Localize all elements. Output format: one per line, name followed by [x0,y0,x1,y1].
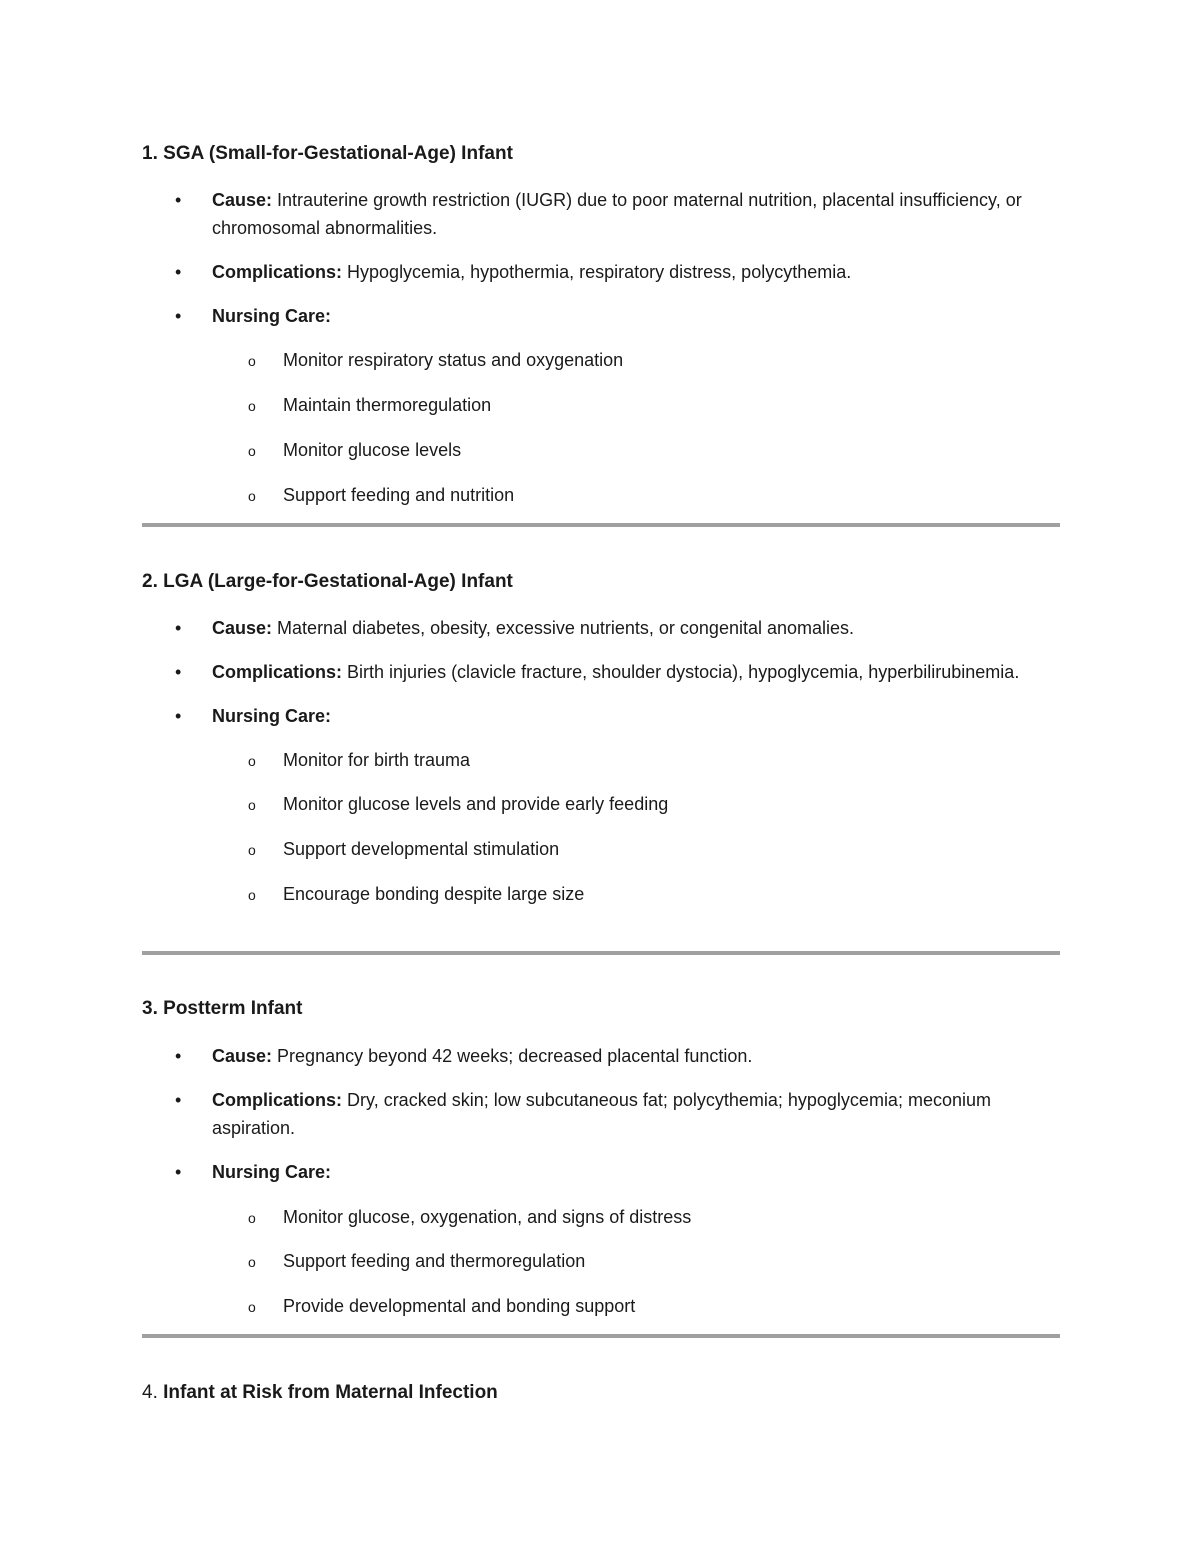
section-title: SGA (Small-for-Gestational-Age) Infant [163,143,513,164]
bullet-list [142,186,1062,330]
sub-bullet-icon: o [248,488,256,504]
complications-item [142,658,1062,686]
list-item [142,481,1062,509]
list-item-text: Support developmental stimulation [283,839,560,859]
list-item-text: Provide developmental and bonding support [283,1296,636,1316]
nursing-care-list [142,346,1062,509]
bullet-icon: • [175,706,182,726]
section-heading [142,1381,1062,1405]
list-item-text: Monitor glucose, oxygenation, and signs of distress [283,1207,692,1227]
nursing-care-label: Nursing Care: [212,706,332,726]
bullet-list [142,1042,1062,1186]
sub-bullet-icon: o [248,1210,256,1226]
cause-label: Cause: [212,190,273,210]
complications-label: Complications: [212,662,343,682]
list-item [142,1203,1062,1231]
nursing-care-list [142,746,1062,908]
list-item [142,1247,1062,1275]
cause-text: Maternal diabetes, obesity, excessive nutrients, or congenital anomalies. [277,618,855,638]
list-item [142,790,1062,818]
list-item [142,391,1062,419]
sub-bullet-icon: o [248,353,256,369]
list-item-text: Monitor glucose levels and provide early feeding [283,794,669,814]
horizontal-divider [142,951,1060,955]
nursing-care-item [142,1158,1062,1186]
section-number: 3. [142,998,158,1019]
sub-bullet-icon: o [248,797,256,813]
section-heading [142,997,1062,1021]
list-item [142,880,1062,908]
sub-bullet-icon: o [248,1254,256,1270]
nursing-care-list [142,1203,1062,1320]
list-item [142,346,1062,374]
complications-text: Birth injuries (clavicle fracture, shoulder dystocia), hypoglycemia, hyperbilirubinemia. [347,662,1020,682]
cause-label: Cause: [212,1046,273,1066]
cause-label: Cause: [212,618,273,638]
list-item [142,436,1062,464]
complications-label: Complications: [212,262,343,282]
cause-item [142,186,1062,242]
bullet-icon: • [175,1090,182,1110]
cause-item [142,614,1062,642]
section-lga [142,570,1062,908]
sub-bullet-icon: o [248,887,256,903]
horizontal-divider [142,1334,1060,1338]
list-item [142,835,1062,863]
list-item-text: Encourage bonding despite large size [283,884,585,904]
section-number: 2. [142,571,158,592]
bullet-icon: • [175,1162,182,1182]
list-item-text: Monitor glucose levels [283,440,462,460]
sub-bullet-icon: o [248,1299,256,1315]
list-item-text: Maintain thermoregulation [283,395,492,415]
cause-item [142,1042,1062,1070]
bullet-icon: • [175,262,182,282]
cause-text: Intrauterine growth restriction (IUGR) due to poor maternal nutrition, placental insufficiency, or chromosomal abnormalities. [212,190,1022,238]
section-maternal-infection [142,1381,1062,1405]
section-postterm [142,997,1062,1320]
section-sga [142,142,1062,509]
section-title: LGA (Large-for-Gestational-Age) Infant [163,571,513,592]
sub-bullet-icon: o [248,443,256,459]
nursing-care-label: Nursing Care: [212,1162,332,1182]
list-item-text: Support feeding and thermoregulation [283,1251,586,1271]
list-item [142,1292,1062,1320]
list-item-text: Support feeding and nutrition [283,485,515,505]
list-item-text: Monitor respiratory status and oxygenation [283,350,624,370]
nursing-care-label: Nursing Care: [212,306,332,326]
bullet-icon: • [175,190,182,210]
bullet-list [142,614,1062,730]
bullet-icon: • [175,662,182,682]
section-number: 1. [142,143,158,164]
bullet-icon: • [175,1046,182,1066]
cause-text: Pregnancy beyond 42 weeks; decreased placental function. [277,1046,753,1066]
complications-label: Complications: [212,1090,343,1110]
complications-text: Dry, cracked skin; low subcutaneous fat; polycythemia; hypoglycemia; meconium aspiration. [212,1090,991,1138]
complications-text: Hypoglycemia, hypothermia, respiratory distress, polycythemia. [347,262,852,282]
sub-bullet-icon: o [248,753,256,769]
bullet-icon: • [175,306,182,326]
sub-bullet-icon: o [248,398,256,414]
section-title: Postterm Infant [163,998,303,1019]
section-heading [142,570,1062,594]
nursing-care-item [142,702,1062,730]
section-heading [142,142,1062,166]
section-title: Infant at Risk from Maternal Infection [163,1382,498,1403]
sub-bullet-icon: o [248,842,256,858]
complications-item [142,1086,1062,1142]
section-number: 4. [142,1382,158,1403]
list-item-text: Monitor for birth trauma [283,750,471,770]
complications-item [142,258,1062,286]
nursing-care-item [142,302,1062,330]
list-item [142,746,1062,774]
horizontal-divider [142,523,1060,527]
bullet-icon: • [175,618,182,638]
